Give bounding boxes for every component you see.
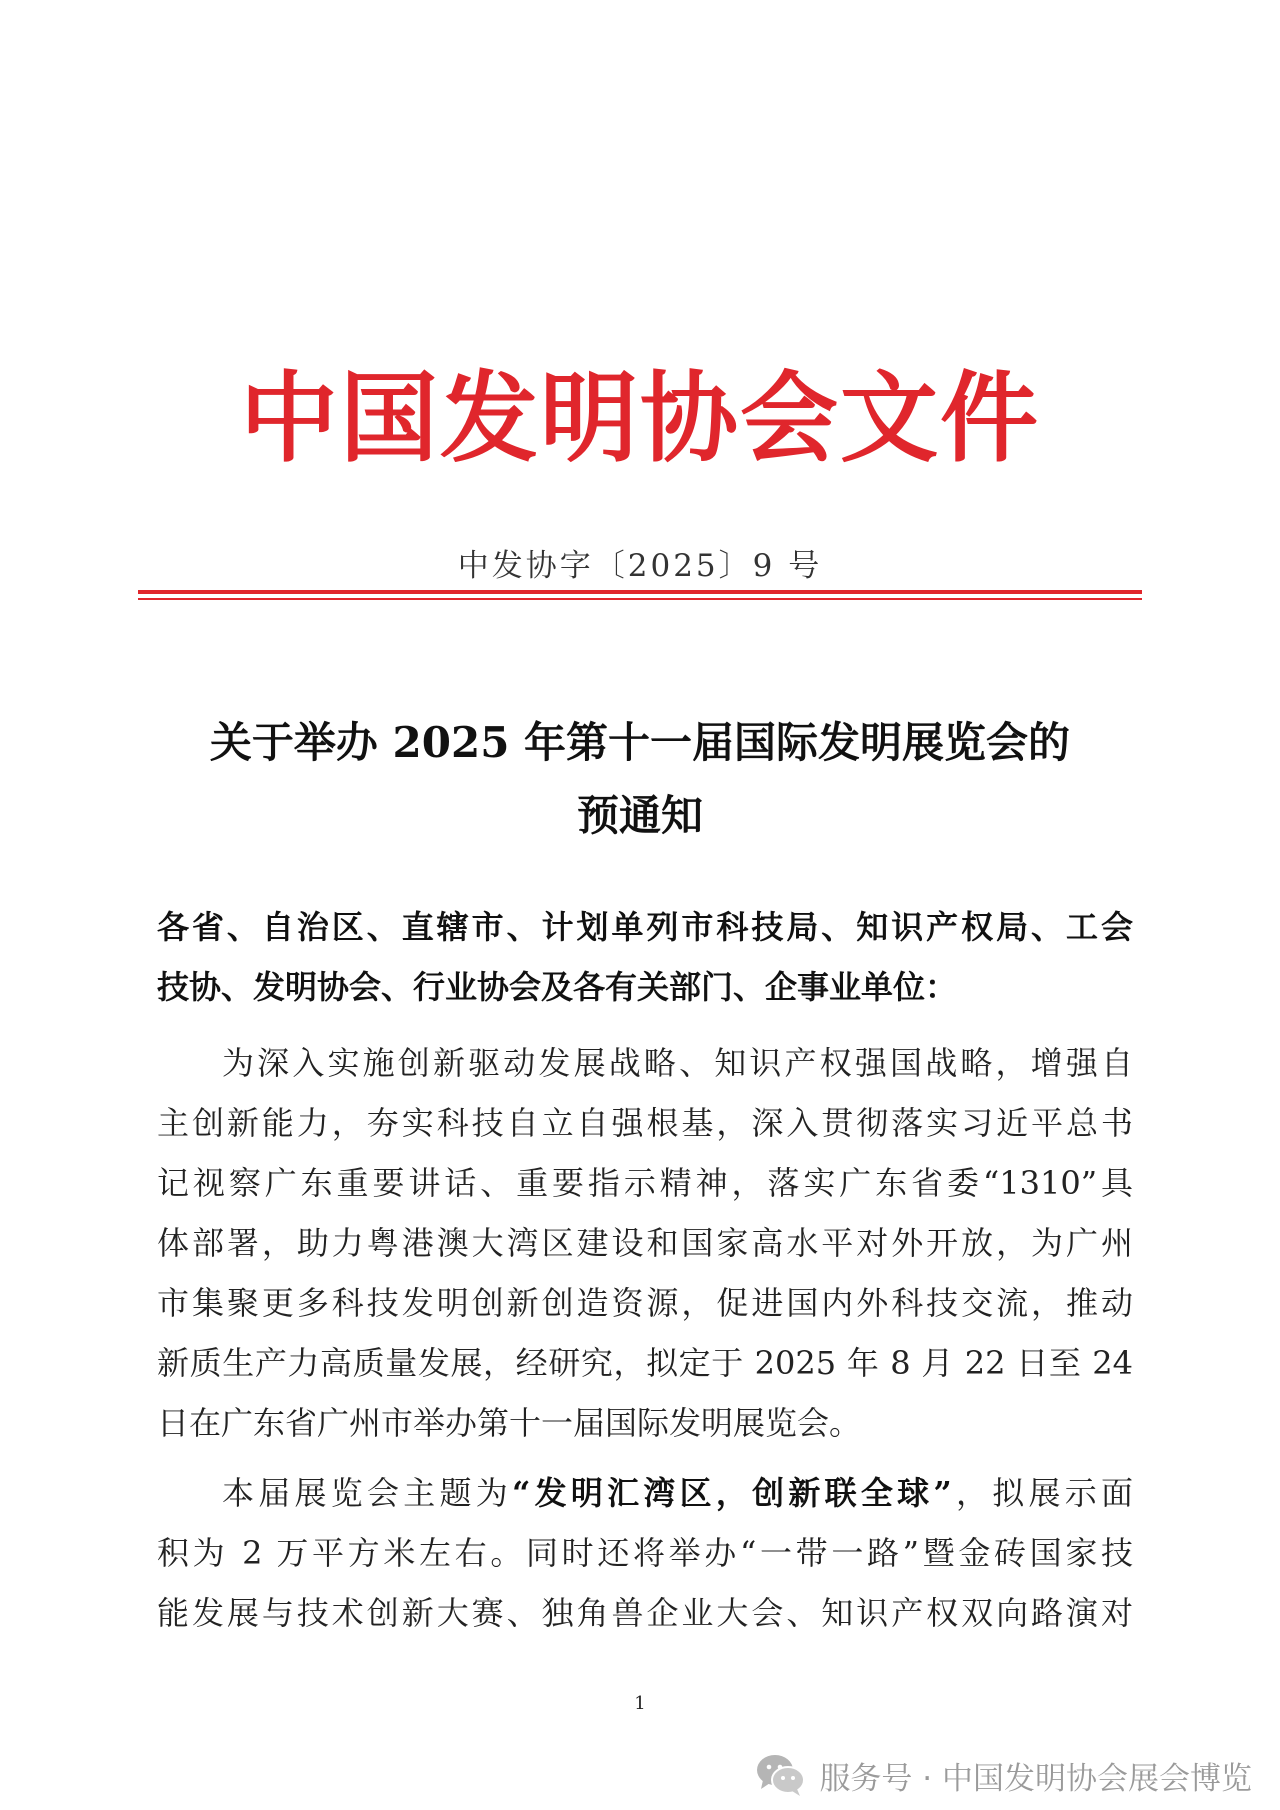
watermark-text: 服务号 · 中国发明协会展会博览 xyxy=(819,1760,1252,1797)
paragraph2-first-line xyxy=(222,1468,1133,1514)
page-number: 1 xyxy=(634,1693,646,1714)
header-red-rule xyxy=(138,590,1142,594)
addressee-line: 技协、发明协会、行业协会及各有关部门、企事业单位： xyxy=(157,968,958,1006)
paragraph1-line: 记视察广东重要讲话、重要指示精神，落实广东省委“1310”具 xyxy=(157,1164,1133,1202)
paragraph1-line: 主创新能力，夯实科技自立自强根基，深入贯彻落实习近平总书 xyxy=(157,1104,1133,1142)
notice-title-line2: 预通知 xyxy=(576,791,703,840)
notice-title-line1: 关于举办 2025 年第十一届国际发明展览会的 xyxy=(209,718,1071,767)
paragraph1-line: 日在广东省广州市举办第十一届国际发明展览会。 xyxy=(157,1404,862,1442)
header-red-rule-thin xyxy=(138,598,1142,600)
watermark xyxy=(755,1752,1252,1798)
paragraph1-line: 新质生产力高质量发展，经研究，拟定于 2025 年 8 月 22 日至 24 xyxy=(157,1344,1133,1382)
document-header-title: 中国发明协会文件 xyxy=(239,361,1040,476)
wechat-icon xyxy=(755,1752,807,1798)
paragraph1-line: 市集聚更多科技发明创新创造资源，促进国内外科技交流，推动 xyxy=(157,1284,1133,1322)
paragraph2-intro: 本届展览会主题为 xyxy=(222,1474,512,1512)
paragraph1-line: 为深入实施创新驱动发展战略、知识产权强国战略，增强自 xyxy=(222,1044,1133,1082)
paragraph2-line: 能发展与技术创新大赛、独角兽企业大会、知识产权双向路演对 xyxy=(157,1594,1133,1632)
paragraph1-line: 体部署，助力粤港澳大湾区建设和国家高水平对外开放，为广州 xyxy=(157,1224,1133,1262)
addressee-line: 各省、自治区、直辖市、计划单列市科技局、知识产权局、工会 xyxy=(157,908,1133,946)
exhibition-theme: “发明汇湾区，创新联全球” xyxy=(511,1474,952,1512)
document-number: 中发协字〔2025〕9 号 xyxy=(457,548,823,584)
paragraph2-line: 积为 2 万平方米左右。同时还将举办“一带一路”暨金砖国家技 xyxy=(157,1534,1133,1572)
paragraph2-rest: ，拟展示面 xyxy=(951,1474,1133,1512)
